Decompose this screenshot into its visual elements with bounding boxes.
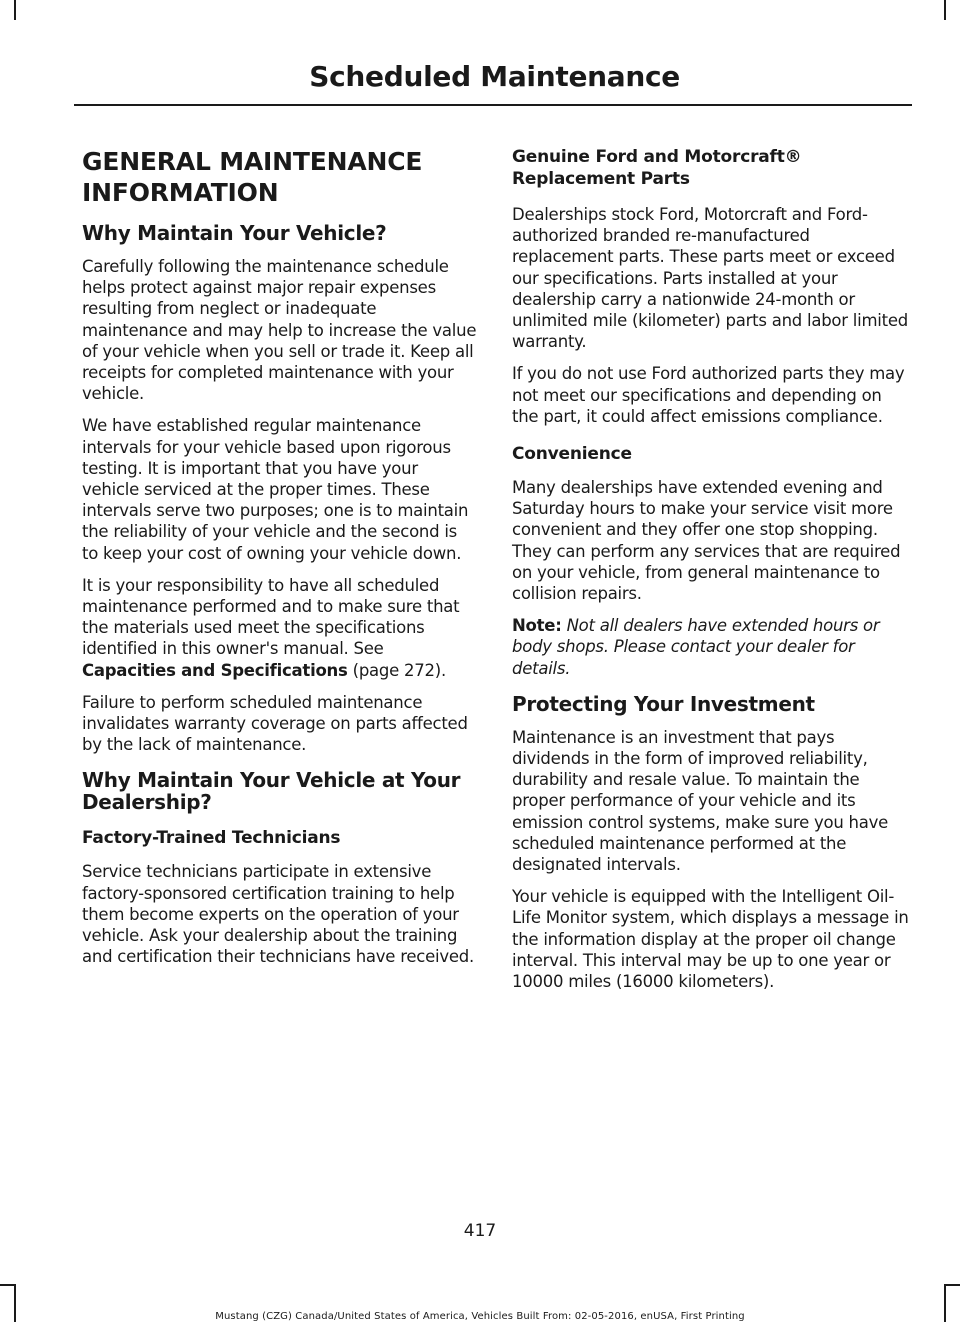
convenience-heading: Convenience <box>512 444 632 465</box>
protecting-paragraph-2: Your vehicle is equipped with the Intelligent Oil-Life Monitor system, which displays a message in the information display at the proper oil change interval. This interval may be up to one year or 10000 miles (16000 kilometers). <box>512 887 909 992</box>
crop-mark-bottom-left-horizontal <box>0 1284 14 1286</box>
protecting-paragraph-1: Maintenance is an investment that pays dividends in the form of improved reliability, durability and resale value. To maintain the proper performance of your vehicle and its emission control systems, make sure you have scheduled maintenance performed at the designated intervals. <box>512 727 889 875</box>
responsibility-text: It is your responsibility to have all scheduled maintenance performed and to make sure that the materials used meet the specifications identified in this owner's manual. See <box>82 575 460 659</box>
note-text: Not all dealers have extended hours or body shops. Please contact your dealer for details. <box>512 616 880 678</box>
why-maintain-paragraph-4: Failure to perform scheduled maintenance invalidates warranty coverage on parts affected by the lack of maintenance. <box>82 692 468 755</box>
page-number: 417 <box>463 1221 497 1241</box>
genuine-parts-paragraph-2: If you do not use Ford authorized parts they may not meet our specifications and depending on the part, it could affect emissions compliance. <box>512 364 905 426</box>
factory-trained-heading: Factory-Trained Technicians <box>82 828 341 849</box>
page-reference: (page 272). <box>347 660 446 680</box>
section-heading <box>82 146 477 208</box>
left-column <box>82 146 477 978</box>
why-maintain-paragraph-3 <box>82 575 477 681</box>
why-dealership-heading: Why Maintain Your Vehicle at Your Dealership? <box>82 768 461 815</box>
document-footer: Mustang (CZG) Canada/United States of America, Vehicles Built From: 02-05-2016, enUSA, First Printing <box>215 1311 745 1322</box>
section-heading-line2: INFORMATION <box>82 178 279 207</box>
crop-mark-top-right <box>944 0 946 20</box>
capacities-specifications-link[interactable]: Capacities and Specifications <box>82 660 348 680</box>
why-maintain-paragraph-2: We have established regular maintenance intervals for your vehicle based upon rigorous testing. It is important that you have your vehicle serviced at the proper times. These intervals serve two purposes; one is to maintain the reliability of your vehicle and the second is to keep your cost of owning your vehicle down. <box>82 416 469 563</box>
genuine-parts-paragraph-1: Dealerships stock Ford, Motorcraft and Ford-authorized branded re-manufactured replacement parts. These parts meet or exceed our specifications. Parts installed at your dealership carry a nationwide 24-month or unlimited mile (kilometer) parts and labor limited warranty. <box>512 205 908 352</box>
page-header-title: Scheduled Maintenance <box>309 60 680 93</box>
right-column <box>512 146 910 1003</box>
convenience-note <box>512 615 910 679</box>
why-maintain-paragraph-1: Carefully following the maintenance schedule helps protect against major repair expenses resulting from neglect or inadequate maintenance and may help to increase the value of your vehicle when you sell or trade it. Keep all receipts for completed maintenance with your vehicle. <box>82 257 477 404</box>
genuine-parts-heading: Genuine Ford and Motorcraft® Replacement Parts <box>512 147 802 189</box>
convenience-paragraph: Many dealerships have extended evening and Saturday hours to make your service visit more convenient and they offer one stop shopping. They can perform any services that are required on your vehicle, from general maintenance to collision repairs. <box>512 478 901 604</box>
note-label: Note: <box>512 616 562 636</box>
crop-mark-top-left <box>14 0 16 20</box>
factory-trained-paragraph: Service technicians participate in extensive factory-sponsored certification training to help them become experts on the operation of your vehicle. Ask your dealership about the training and certification their technicians have received. <box>82 862 474 967</box>
protecting-heading: Protecting Your Investment <box>512 691 815 716</box>
section-heading-line1: GENERAL MAINTENANCE <box>82 147 423 176</box>
why-maintain-heading: Why Maintain Your Vehicle? <box>82 221 387 245</box>
crop-mark-bottom-right-horizontal <box>946 1284 960 1286</box>
header-divider <box>74 104 912 106</box>
